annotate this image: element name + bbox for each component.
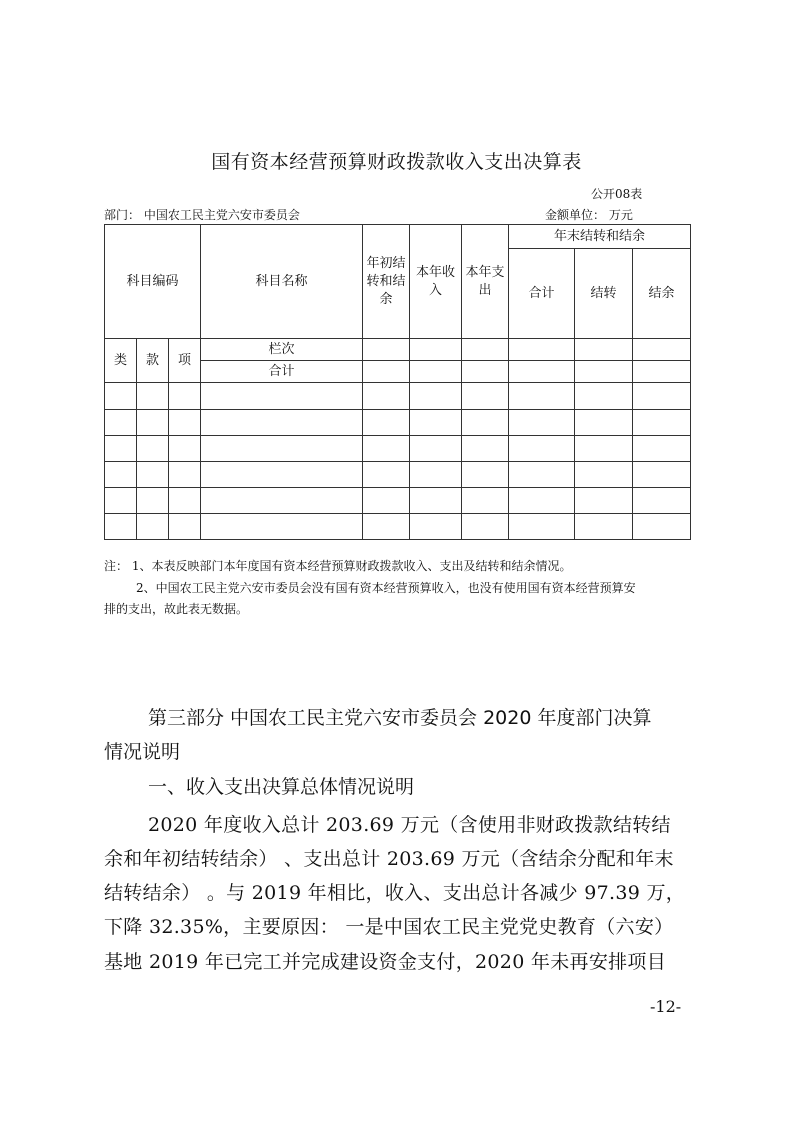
header-total: 合计: [509, 249, 575, 339]
section-title-continued: 情况说明: [104, 741, 181, 763]
table-cell: [363, 361, 410, 383]
table-cell: [363, 339, 410, 361]
table-row: [105, 461, 691, 487]
table-cell: [633, 339, 691, 361]
table-code: 公开08表: [591, 187, 643, 201]
header-subject-code: 科目编码: [105, 225, 201, 339]
table-cell: [509, 361, 575, 383]
header-income: 本年收入: [410, 225, 462, 339]
table-row: [105, 383, 691, 409]
table-cell: [462, 339, 509, 361]
amount-unit-label: 金额单位： 万元: [545, 208, 633, 222]
header-lei: 类: [105, 339, 137, 383]
table-title: 国有资本经营预算财政拨款收入支出决算表: [211, 151, 582, 173]
paragraph-line: 2020 年度收入总计 203.69 万元（含使用非财政拨款结转结: [148, 814, 671, 836]
note-2: 2、中国农工民主党六安市委员会没有国有资本经营预算收入，也没有使用国有资本经营预算安: [136, 581, 636, 595]
table-row: [105, 487, 691, 513]
table-cell: [575, 339, 633, 361]
header-year-begin: 年初结转和结余: [363, 225, 410, 339]
table-cell: [509, 339, 575, 361]
header-subject-name: 科目名称: [201, 225, 363, 339]
table-cell: [633, 361, 691, 383]
table-cell: [410, 361, 462, 383]
header-year-end: 年末结转和结余: [509, 225, 691, 249]
header-carryover: 结转: [575, 249, 633, 339]
header-expense: 本年支出: [462, 225, 509, 339]
department-label: 部门： 中国农工民主党六安市委员会: [104, 208, 300, 222]
table-row: [105, 409, 691, 435]
table-cell: [575, 361, 633, 383]
budget-table: [104, 224, 691, 540]
paragraph-line: 余和年初结转结余） 、支出总计 203.69 万元（含结余分配和年末: [104, 848, 674, 870]
subsection-heading: 一、收入支出决算总体情况说明: [148, 776, 415, 798]
table-row: [105, 513, 691, 539]
note-1: 注： 1、本表反映部门本年度国有资本经营预算财政拨款收入、支出及结转和结余情况。: [104, 559, 572, 573]
table-cell: [410, 339, 462, 361]
page-number: -12-: [650, 997, 682, 1016]
paragraph-line: 基地 2019 年已完工并完成建设资金支付，2020 年未再安排项目: [104, 951, 667, 973]
section-title: 第三部分 中国农工民主党六安市委员会 2020 年度部门决算: [148, 707, 652, 729]
row-lanci: 栏次: [201, 339, 363, 361]
header-kuan: 款: [137, 339, 169, 383]
table-cell: [462, 361, 509, 383]
paragraph-line: 结转结余） 。与 2019 年相比，收入、支出总计各减少 97.39 万，: [104, 882, 686, 904]
header-xiang: 项: [169, 339, 201, 383]
row-heji: 合计: [201, 361, 363, 383]
table-row: [105, 435, 691, 461]
header-balance: 结余: [633, 249, 691, 339]
paragraph-line: 下降 32.35%，主要原因： 一是中国农工民主党党史教育（六安）: [104, 916, 674, 938]
note-2-continued: 排的支出，故此表无数据。: [104, 602, 249, 616]
